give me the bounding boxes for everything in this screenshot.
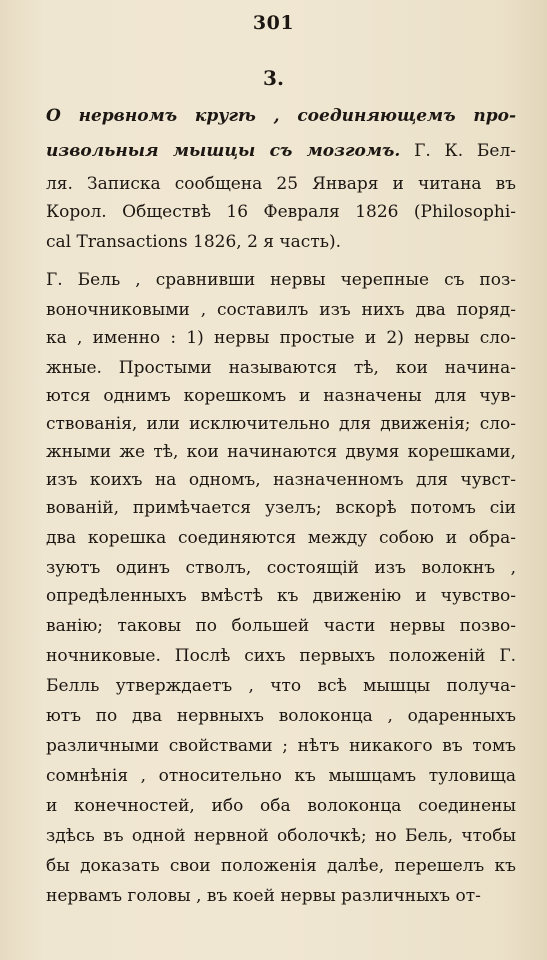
title-line [46,106,516,126]
body-line: жными же тѣ, кои начинаются двумя корешками, [46,442,516,462]
body-line: зуютъ одинъ стволъ, состоящій изъ волокнъ , [46,558,516,578]
title-plain-text: Г. К. Бел- [400,141,516,161]
page-number: 301 [252,12,295,34]
body-line: нервамъ головы , въ коей нервы различныхъ от- [46,886,481,906]
body-line: и конечностей, ибо оба волоконца соединены [46,796,516,816]
body-line: изъ коихъ на одномъ, назначенномъ для чувст- [46,470,516,490]
body-line: жные. Простыми называются тѣ, кои начина- [46,358,516,378]
title-line [46,202,516,222]
body-line: опредѣленныхъ вмѣстѣ къ движенію и чувство- [46,586,516,606]
section-number: 3. [263,66,284,90]
title-line [46,141,516,161]
body-line: Г. Бель , сравнивши нервы черепные съ поз- [46,270,516,290]
title-italic-text: извольныя мышцы съ мозгомъ. [46,141,401,161]
title-plain-text: ля. Записка сообщена 25 Января и читана въ [46,174,516,194]
body-line: ются однимъ корешкомъ и назначены для чув- [46,386,516,406]
title-italic-text: О нервномъ кругѣ , соединяющемъ про- [46,106,516,126]
body-line: сомнѣнія , относительно къ мышцамъ туловища [46,766,516,786]
body-line: бы доказать свои положенія далѣе, перешелъ къ [46,856,516,876]
body-line: Белль утверждаетъ , что всѣ мышцы получа- [46,676,516,696]
body-line: вованій, примѣчается узелъ; вскорѣ потомъ сіи [46,498,516,518]
body-line: здѣсь въ одной нервной оболочкѣ; но Бель, чтобы [46,826,516,846]
title-line [46,174,516,194]
body-line: ствованія, или исключительно для движенія; сло- [46,414,516,434]
body-line: различными свойствами ; нѣтъ никакого въ томъ [46,736,516,756]
title-plain-text: Корол. Обществѣ 16 Февраля 1826 (Philosophi- [46,202,516,222]
body-line: ночниковые. Послѣ сихъ первыхъ положеній Г. [46,646,516,666]
title-line [46,232,516,252]
body-line: два корешка соединяются между собою и обра- [46,528,516,548]
body-line: ютъ по два нервныхъ волоконца , одаренныхъ [46,706,516,726]
body-line: воночниковыми , составилъ изъ нихъ два поряд- [46,300,516,320]
body-line: ванію; таковы по большей части нервы позво- [46,616,516,636]
body-line: ка , именно : 1) нервы простые и 2) нервы сло- [46,328,516,348]
title-plain-text: cal Transactions 1826, 2 я часть). [46,232,342,252]
